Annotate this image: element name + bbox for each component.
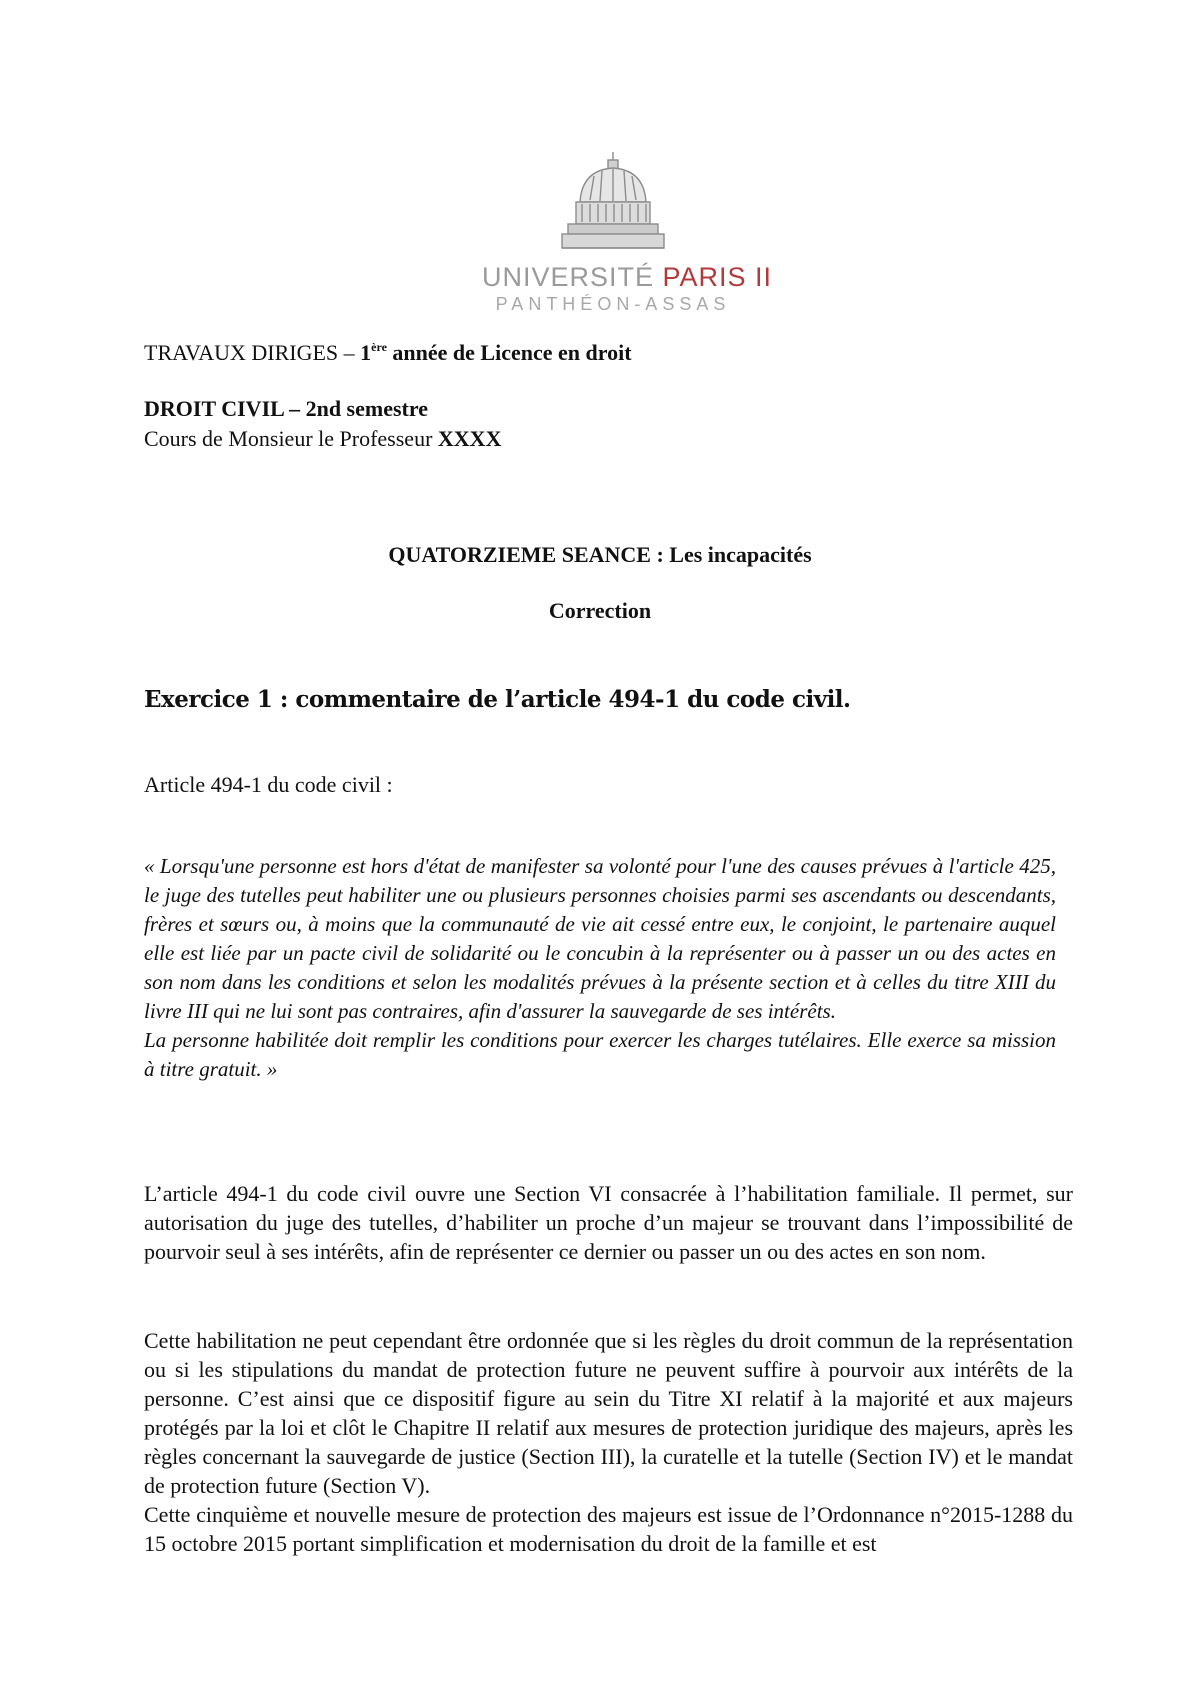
body-paragraph: L’article 494-1 du code civil ouvre une Section VI consacrée à l’habilitation familiale. Il permet, sur autorisation du juge des tutelles, d’habiliter un proche d’un majeur se trouvant dans l’impossibilité de pourvoir seul à ses intérêts, afin de représenter ce dernier ou passer un ou des actes en son nom. xyxy=(144,1181,1073,1264)
article-quote xyxy=(144,852,1056,1084)
quote-paragraph: La personne habilitée doit remplir les conditions pour exercer les charges tutélaires. Elle exerce sa mission à titre gratuit. » xyxy=(144,1028,1056,1081)
quote-paragraph: « Lorsqu'une personne est hors d'état de manifester sa volonté pour l'une des causes prévues à l'article 425, le juge des tutelles peut habiliter une ou plusieurs personnes choisies parmi ses ascendants ou descendants, frères et sœurs ou, à moins que la communauté de vie ait cessé entre eux, le conjoint, le partenaire auquel elle est liée par un pacte civil de solidarité ou le concubin à la représenter ou à passer un ou des actes en son nom dans les conditions et selon les modalités prévues à la présente section et à celles du titre XIII du livre III qui ne lui sont pas contraires, afin d'assurer la sauvegarde de ses intérêts. xyxy=(144,854,1056,1023)
td-heading: TRAVAUX DIRIGES – 1ère année de Licence en droit xyxy=(144,340,632,365)
course-title: DROIT CIVIL – 2nd semestre xyxy=(144,396,428,421)
exercise-title: Exercice 1 : commentaire de l’article 494-1 du code civil. xyxy=(144,686,851,713)
professor-line: Cours de Monsieur le Professeur XXXX xyxy=(144,426,502,451)
article-title: Article 494-1 du code civil : xyxy=(144,772,393,797)
logo-university-name: UNIVERSITÉ PARIS II xyxy=(482,262,773,292)
university-logo xyxy=(482,150,773,324)
pantheon-dome-icon xyxy=(482,150,744,260)
body-paragraph: Cette habilitation ne peut cependant être ordonnée que si les règles du droit commun de la représentation ou si les stipulations du mandat de protection future ne peuvent suffire à pourvoir aux intérêts de la personne. C’est ainsi que ce dispositif figure au sein du Titre XI relatif à la majorité et aux majeurs protégés par la loi et clôt le Chapitre II relatif aux mesures de protection juridique des majeurs, après les règles concernant la sauvegarde de justice (Section III), la curatelle et la tutelle (Section IV) et le mandat de protection future (Section V). Cette cinquième et nouvelle mesure de protection des majeurs est issue de l’Ordonnance n°2015-1288 du 15 octobre 2015 portant simplification et modernisation du droit de la famille et est xyxy=(144,1328,1073,1556)
session-subtitle: Correction xyxy=(548,598,652,623)
logo-university-subtitle: PANTHÉON-ASSAS xyxy=(495,294,731,314)
session-title: QUATORZIEME SEANCE : Les incapacités xyxy=(388,542,812,567)
